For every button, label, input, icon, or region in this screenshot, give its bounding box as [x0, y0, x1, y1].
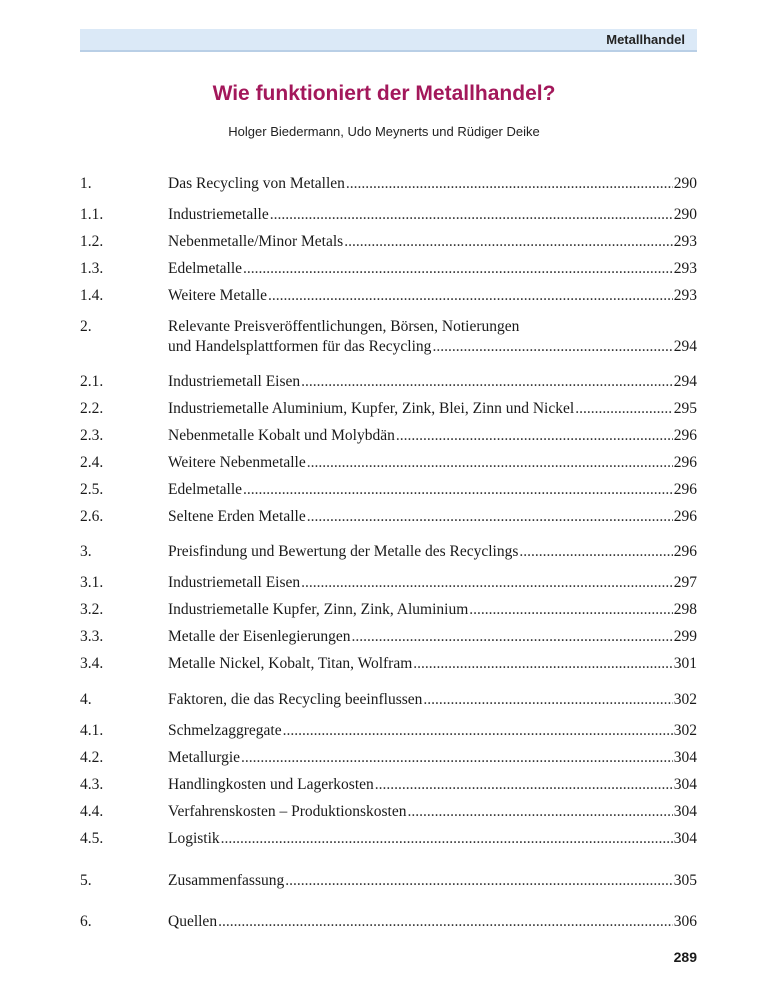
table-of-contents	[80, 0, 697, 994]
toc-page: 298	[673, 601, 697, 618]
toc-number: 3.4.	[80, 655, 104, 672]
toc-title: Metalle Nickel, Kobalt, Titan, Wolfram	[168, 655, 413, 672]
toc-page: 304	[673, 776, 697, 793]
toc-page: 296	[673, 508, 697, 525]
toc-title-line: Relevante Preisveröffentlichungen, Börsen, Notierungen	[168, 318, 520, 335]
toc-title: Faktoren, die das Recycling beeinflussen	[168, 691, 423, 708]
toc-title: Edelmetalle	[168, 260, 243, 277]
toc-leader	[307, 507, 673, 527]
toc-number: 1.1.	[80, 206, 104, 223]
running-header-title: Metallhandel	[606, 32, 685, 47]
toc-title: Handlingkosten und Lagerkosten	[168, 776, 374, 793]
toc-page: 290	[673, 206, 697, 223]
toc-page: 302	[673, 722, 697, 739]
toc-title: Nebenmetalle Kobalt und Molybdän	[168, 427, 395, 444]
toc-title: Schmelzaggregate	[168, 722, 282, 739]
toc-leader	[243, 259, 673, 279]
toc-title: Industriemetalle Kupfer, Zinn, Zink, Aluminium	[168, 601, 469, 618]
toc-leader	[268, 286, 673, 306]
toc-page: 293	[673, 260, 697, 277]
toc-number: 5.	[80, 872, 92, 889]
toc-page: 304	[673, 803, 697, 820]
toc-leader	[283, 721, 673, 741]
toc-page: 301	[673, 655, 697, 672]
toc-leader	[346, 174, 673, 194]
toc-page: 305	[673, 872, 697, 889]
toc-page: 306	[673, 913, 697, 930]
toc-title: Seltene Erden Metalle	[168, 508, 306, 525]
toc-leader	[396, 426, 673, 446]
toc-leader	[285, 871, 673, 891]
toc-number: 1.4.	[80, 287, 104, 304]
toc-number: 2.4.	[80, 454, 104, 471]
toc-title: Nebenmetalle/Minor Metals	[168, 233, 344, 250]
toc-number: 1.2.	[80, 233, 104, 250]
toc-leader	[221, 829, 673, 849]
toc-page: 296	[673, 427, 697, 444]
toc-title: Industriemetall Eisen	[168, 373, 301, 390]
toc-title: Weitere Metalle	[168, 287, 268, 304]
toc-page: 304	[673, 749, 697, 766]
toc-leader	[307, 453, 673, 473]
toc-number: 4.	[80, 691, 92, 708]
toc-number: 6.	[80, 913, 92, 930]
toc-number: 2.2.	[80, 400, 104, 417]
toc-leader	[575, 399, 673, 419]
toc-number: 3.3.	[80, 628, 104, 645]
toc-number: 3.1.	[80, 574, 104, 591]
toc-page: 290	[673, 175, 697, 192]
toc-page: 296	[673, 481, 697, 498]
toc-number: 1.	[80, 175, 92, 192]
toc-page: 297	[673, 574, 697, 591]
toc-title: Industriemetalle	[168, 206, 269, 223]
toc-title: Das Recycling von Metallen	[168, 175, 345, 192]
toc-leader	[519, 542, 672, 562]
toc-page: 299	[673, 628, 697, 645]
toc-number: 4.4.	[80, 803, 104, 820]
toc-page: 296	[673, 543, 697, 560]
toc-leader	[243, 480, 673, 500]
toc-leader	[301, 372, 673, 392]
toc-number: 4.2.	[80, 749, 104, 766]
toc-number: 1.3.	[80, 260, 104, 277]
authors: Holger Biedermann, Udo Meynerts und Rüdiger Deike	[228, 124, 540, 139]
page-title: Wie funktioniert der Metallhandel?	[212, 82, 556, 105]
toc-page: 296	[673, 454, 697, 471]
toc-page: 293	[673, 287, 697, 304]
toc-leader	[375, 775, 673, 795]
toc-number: 2.3.	[80, 427, 104, 444]
toc-leader	[344, 232, 673, 252]
toc-title: Industriemetall Eisen	[168, 574, 301, 591]
toc-number: 3.2.	[80, 601, 104, 618]
toc-leader	[469, 600, 672, 620]
toc-leader	[301, 573, 673, 593]
toc-title: Verfahrenskosten – Produktionskosten	[168, 803, 407, 820]
toc-number: 3.	[80, 543, 92, 560]
toc-number: 2.1.	[80, 373, 104, 390]
toc-title: Logistik	[168, 830, 220, 847]
toc-page: 304	[673, 830, 697, 847]
toc-title: Industriemetalle Aluminium, Kupfer, Zink, Blei, Zinn und Nickel	[168, 400, 575, 417]
toc-number: 4.3.	[80, 776, 104, 793]
toc-number: 2.	[80, 318, 92, 335]
toc-page: 295	[673, 400, 697, 417]
toc-title: Preisfindung und Bewertung der Metalle des Recyclings	[168, 543, 519, 560]
toc-leader	[241, 748, 673, 768]
page-number: 289	[673, 949, 697, 965]
toc-title: Metalle der Eisenlegierungen	[168, 628, 351, 645]
toc-page: 294	[673, 373, 697, 390]
toc-title: Weitere Nebenmetalle	[168, 454, 306, 471]
toc-title: und Handelsplattformen für das Recycling	[168, 338, 432, 355]
toc-title: Edelmetalle	[168, 481, 243, 498]
toc-number: 2.6.	[80, 508, 104, 525]
toc-leader	[423, 690, 672, 710]
toc-leader	[270, 205, 673, 225]
toc-number: 2.5.	[80, 481, 104, 498]
toc-leader	[413, 654, 672, 674]
toc-leader	[218, 912, 673, 932]
toc-leader	[432, 337, 672, 357]
toc-page: 293	[673, 233, 697, 250]
toc-leader	[351, 627, 672, 647]
toc-number: 4.5.	[80, 830, 104, 847]
toc-number: 4.1.	[80, 722, 104, 739]
toc-title: Quellen	[168, 913, 218, 930]
toc-title: Zusammenfassung	[168, 872, 285, 889]
toc-page: 294	[673, 338, 697, 355]
toc-title: Metallurgie	[168, 749, 241, 766]
toc-leader	[408, 802, 673, 822]
toc-page: 302	[673, 691, 697, 708]
